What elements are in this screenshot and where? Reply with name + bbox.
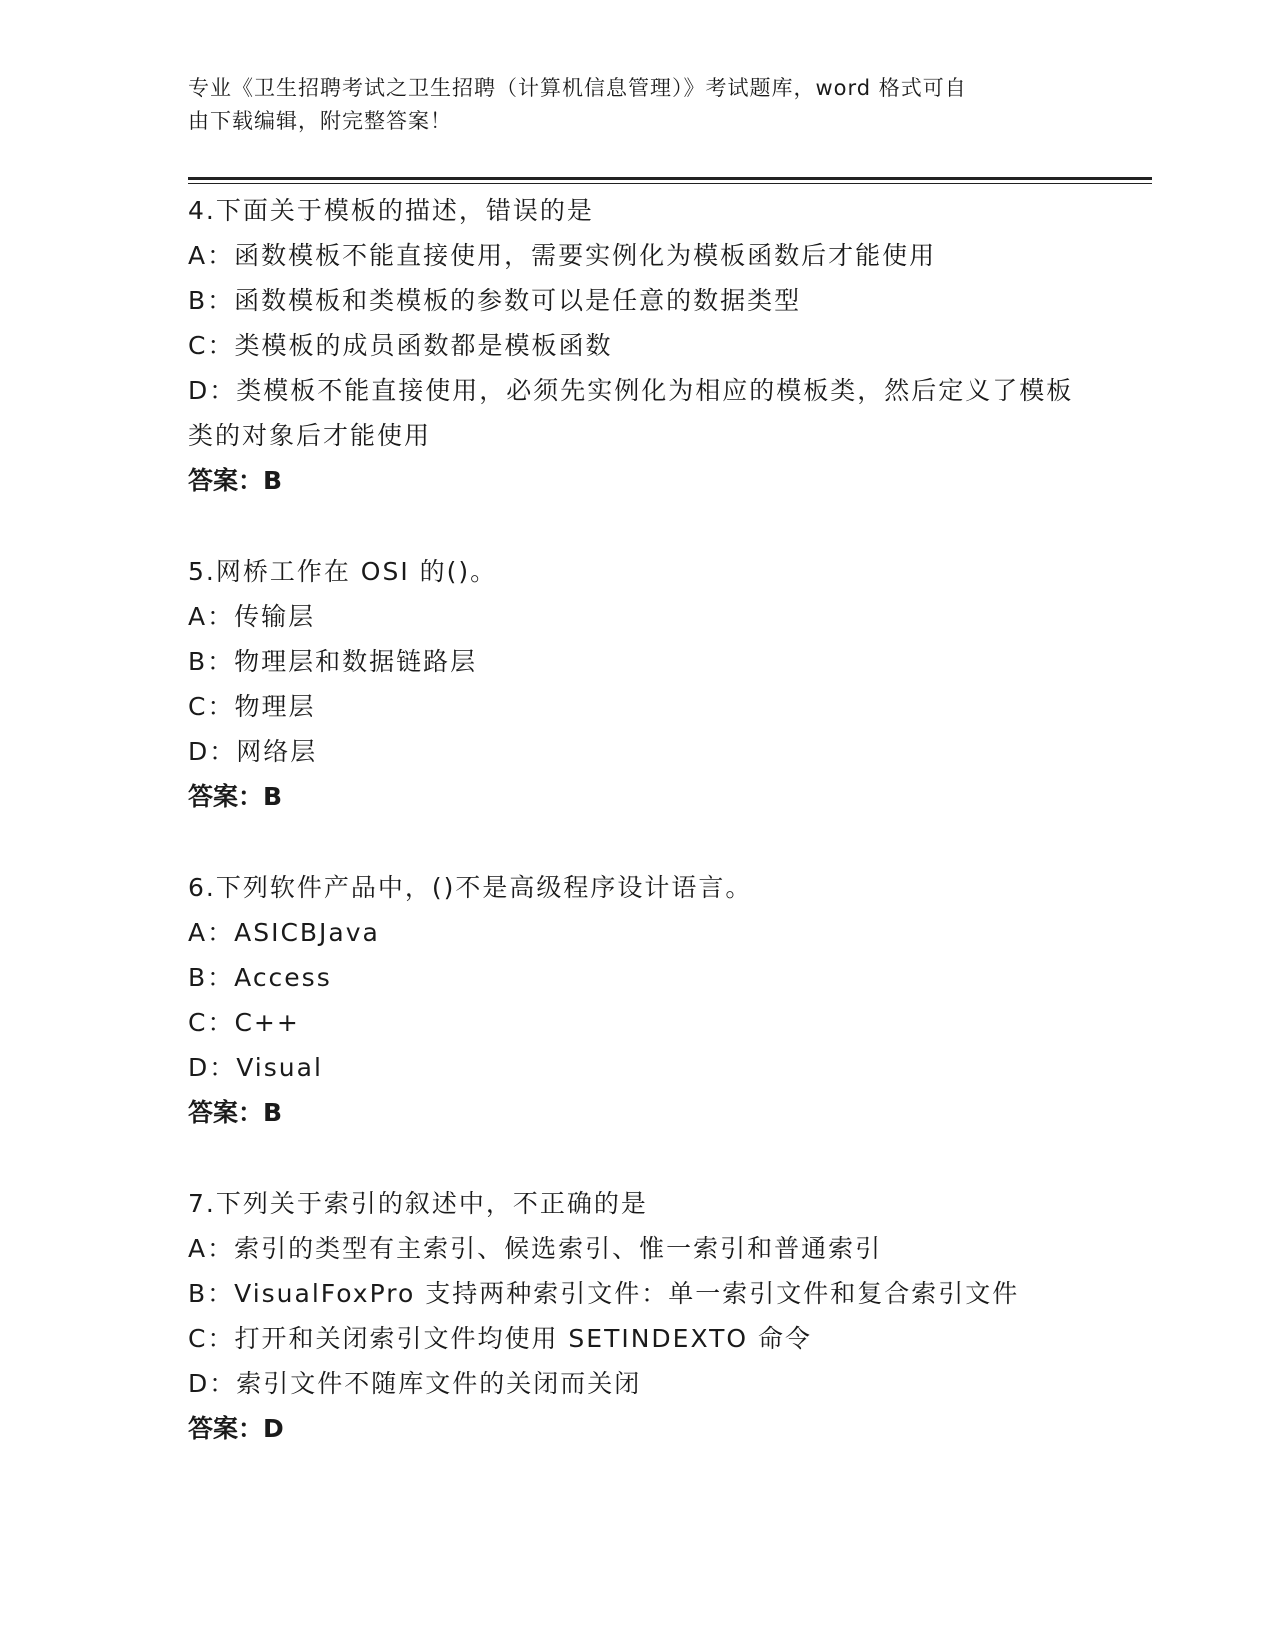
document-header xyxy=(188,72,1068,138)
option-c: C：C++ xyxy=(188,1008,300,1037)
option-d: D：Visual xyxy=(188,1053,323,1082)
option-d: D：网络层 xyxy=(188,737,318,766)
question-4 xyxy=(188,188,1148,503)
question-6 xyxy=(188,865,1148,1135)
option-a: A：索引的类型有主索引、候选索引、惟一索引和普通索引 xyxy=(188,1234,883,1263)
option-a: A：传输层 xyxy=(188,602,316,631)
header-line-1: 专业《卫生招聘考试之卫生招聘（计算机信息管理）》考试题库，word 格式可自 xyxy=(188,76,967,100)
option-d: D：类模板不能直接使用，必须先实例化为相应的模板类，然后定义了模板类的对象后才能使用 xyxy=(188,376,1074,450)
option-d: D：索引文件不随库文件的关闭而关闭 xyxy=(188,1369,642,1398)
option-c: C：打开和关闭索引文件均使用 SETINDEXTO 命令 xyxy=(188,1324,813,1353)
option-c: C：类模板的成员函数都是模板函数 xyxy=(188,331,613,360)
answer-label: 答案：B xyxy=(188,1098,283,1127)
header-divider-thin xyxy=(188,183,1152,184)
question-list xyxy=(188,188,1148,1497)
option-b: B：VisualFoxPro 支持两种索引文件：单一索引文件和复合索引文件 xyxy=(188,1279,1020,1308)
option-c: C：物理层 xyxy=(188,692,316,721)
option-b: B：Access xyxy=(188,963,332,992)
option-a: A：ASICBJava xyxy=(188,918,380,947)
header-divider-thick xyxy=(188,177,1152,180)
option-b: B：函数模板和类模板的参数可以是任意的数据类型 xyxy=(188,286,802,315)
answer-label: 答案：D xyxy=(188,1414,284,1443)
question-stem: 4.下面关于模板的描述，错误的是 xyxy=(188,196,594,225)
question-stem: 5.网桥工作在 OSI 的()。 xyxy=(188,557,498,586)
question-7 xyxy=(188,1181,1148,1451)
question-stem: 7.下列关于索引的叙述中，不正确的是 xyxy=(188,1189,648,1218)
option-b: B：物理层和数据链路层 xyxy=(188,647,478,676)
answer-label: 答案：B xyxy=(188,466,283,495)
question-5 xyxy=(188,549,1148,819)
option-a: A：函数模板不能直接使用，需要实例化为模板函数后才能使用 xyxy=(188,241,937,270)
question-stem: 6.下列软件产品中，()不是高级程序设计语言。 xyxy=(188,873,753,902)
header-line-2: 由下载编辑，附完整答案！ xyxy=(188,109,452,133)
answer-label: 答案：B xyxy=(188,782,283,811)
